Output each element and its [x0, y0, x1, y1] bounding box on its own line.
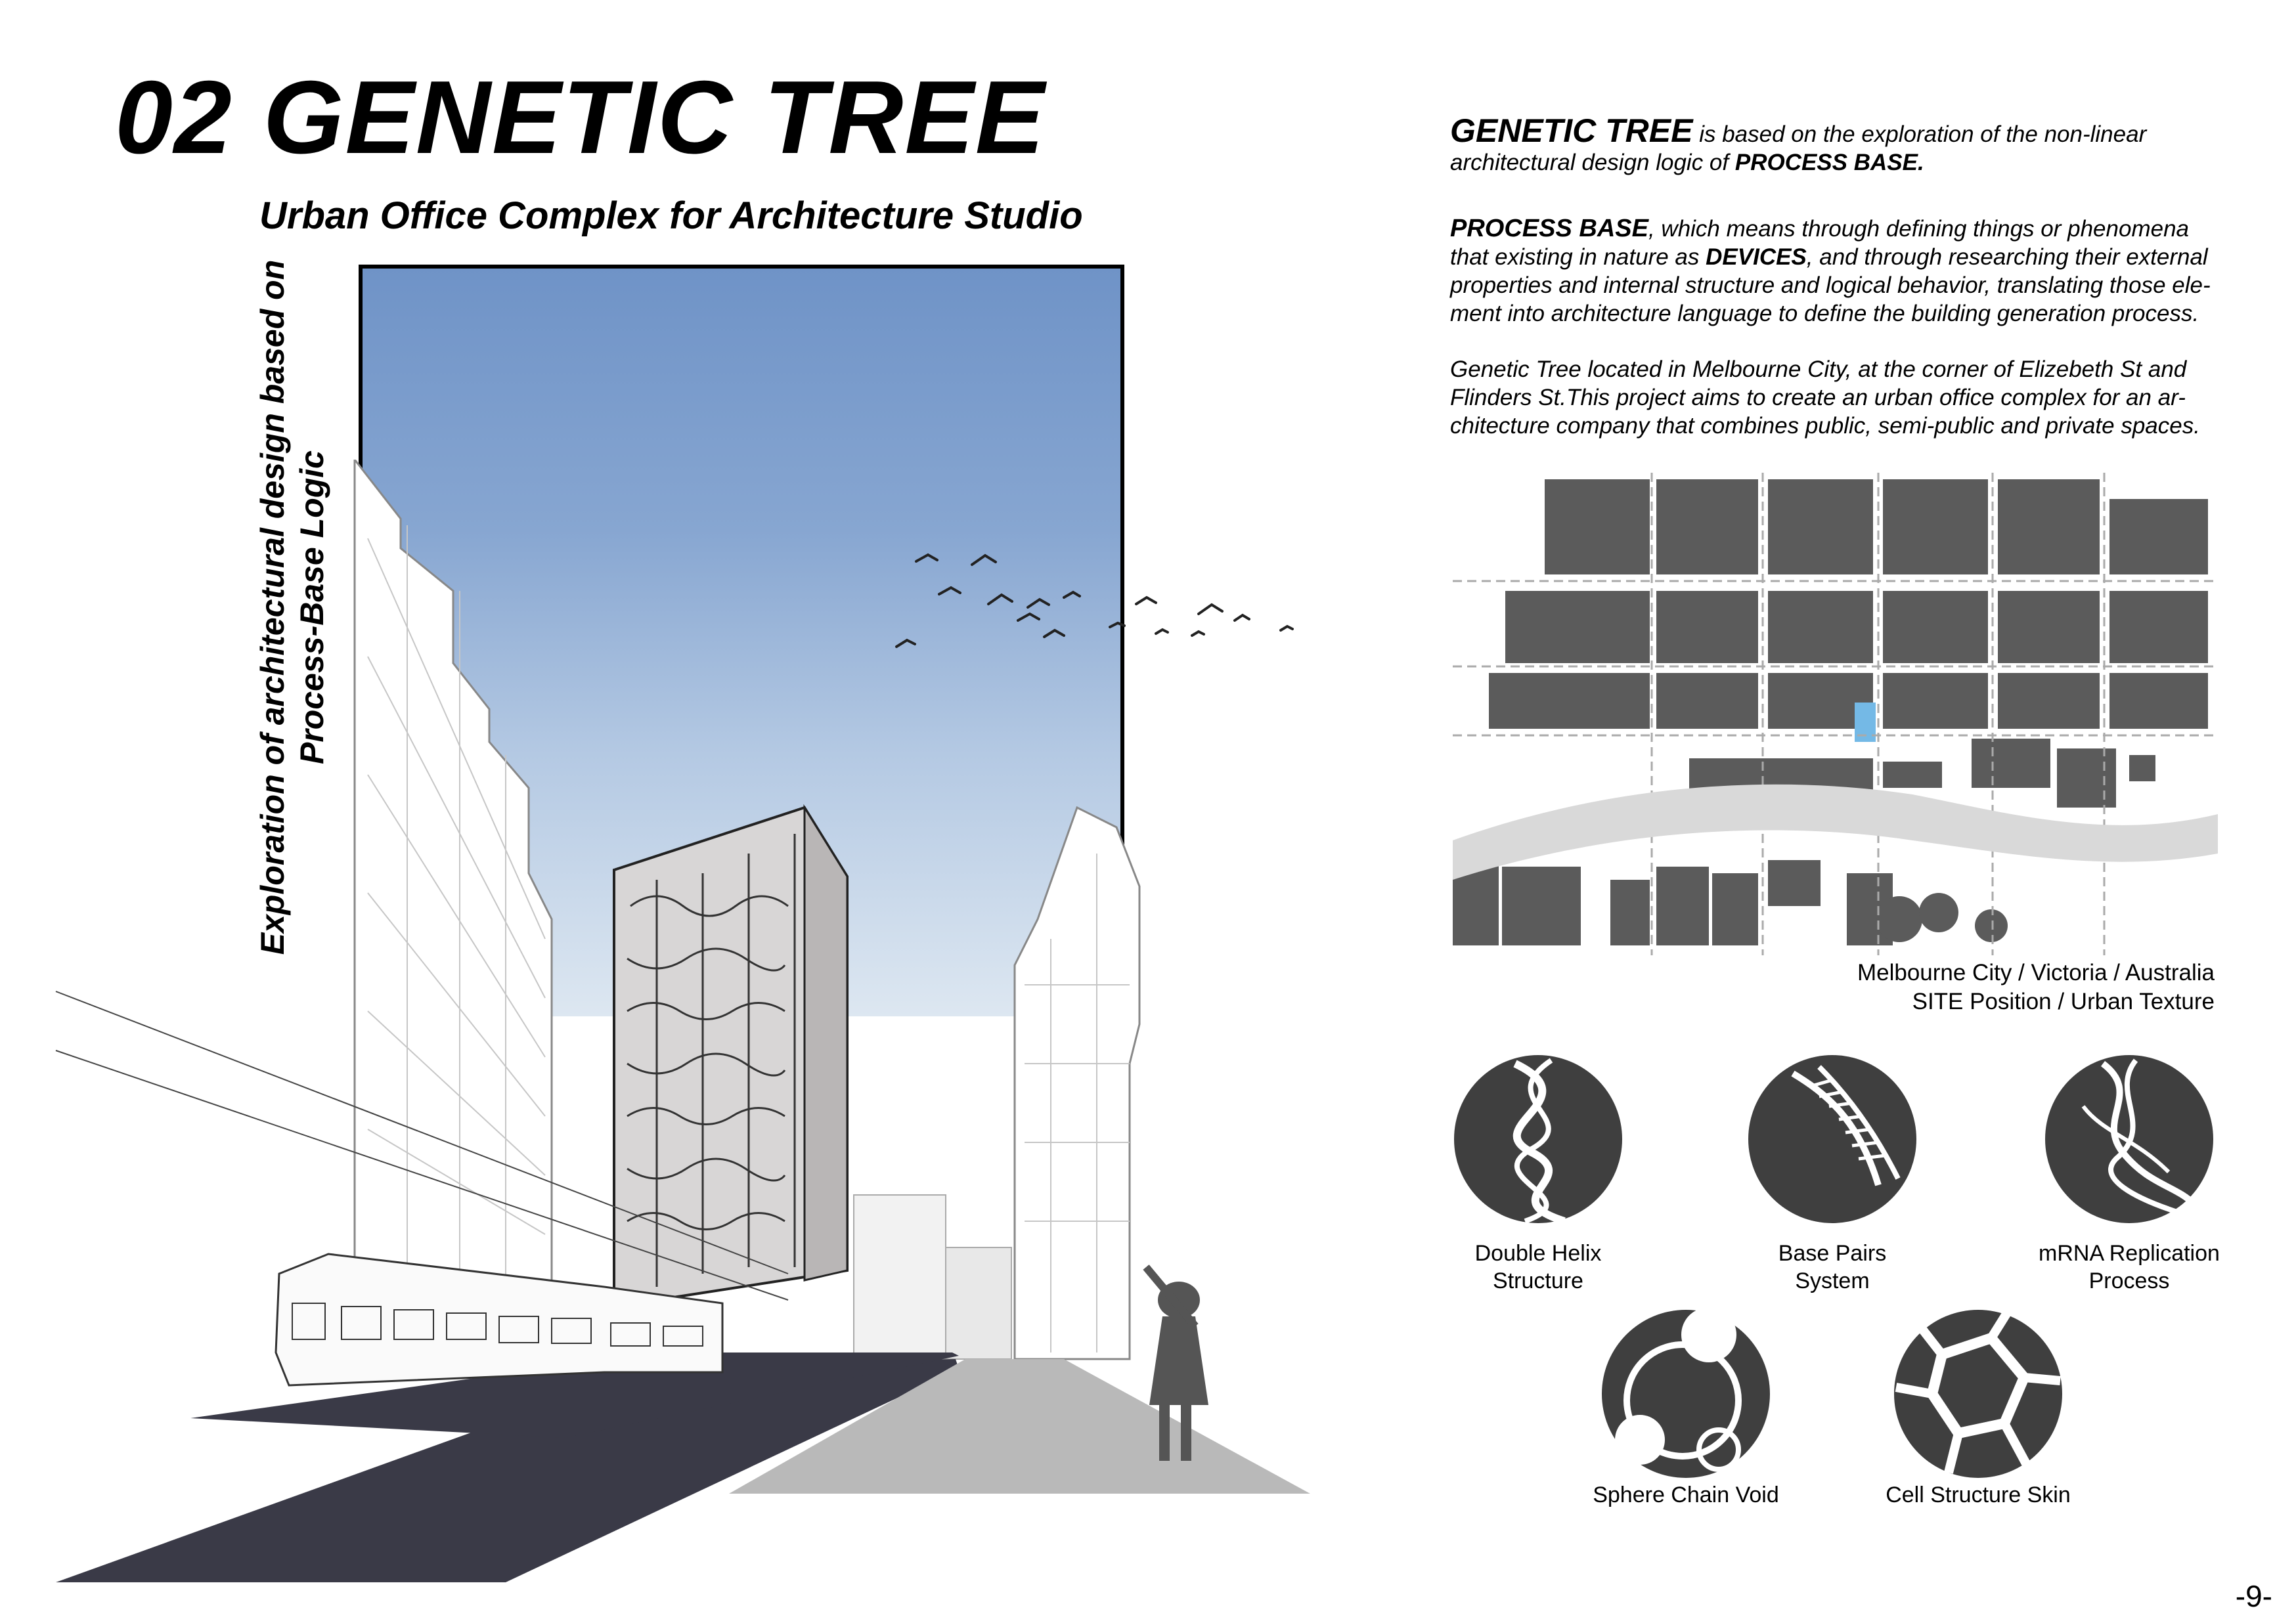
site-map: [1453, 473, 2218, 955]
map-caption: Melbourne City / Victoria / Australia SITE Position / Urban Texture: [1857, 960, 2215, 1014]
concept-caption-sphere-chain: Sphere Chain Void: [1593, 1482, 1779, 1507]
page-number: -9-: [2235, 1579, 2272, 1613]
concept-caption-cell-structure: Cell Structure Skin: [1886, 1482, 2071, 1507]
left-building: [355, 460, 552, 1379]
cell-structure-icon: [1893, 1309, 2064, 1479]
intro-paragraph-3: Genetic Tree located in Melbourne City, at the corner of Elizebeth St and Flinders St.This project aims to create an urban office complex for an ar- chitecture company that combines public, semi-public and private spaces.: [1450, 357, 2200, 439]
page-title: 02 GENETIC TREE: [115, 60, 1046, 175]
street-perspective-render: [53, 460, 1327, 1589]
mrna-replication-icon: [2044, 1054, 2215, 1224]
right-building: [1015, 808, 1139, 1359]
intro-paragraph-1: GENETIC TREE is based on the exploration of the non-linear architectural design logic of PROCESS BASE.: [1450, 112, 2147, 175]
page-subtitle: Urban Office Complex for Architecture Studio: [259, 194, 1083, 237]
concept-caption-mrna: mRNA Replication Process: [2039, 1241, 2220, 1293]
double-helix-icon: [1453, 1054, 1623, 1224]
vertical-caption-line2: Process-Base Logic: [294, 450, 330, 764]
concept-caption-double-helix: Double Helix Structure: [1474, 1241, 1602, 1293]
concept-caption-base-pairs: Base Pairs System: [1778, 1241, 1887, 1293]
far-building: [854, 1195, 946, 1359]
birds: [896, 555, 1292, 647]
vertical-caption-line1: Exploration of architectural design based on: [254, 259, 291, 955]
sphere-chain-icon: [1601, 1309, 1771, 1479]
intro-paragraph-2: PROCESS BASE, which means through defining things or phenomena that existing in nature as DEVICES, and through researching their external properties and internal structure and logical behavior, translating those ele- ment into architecture language to define the building generation process.: [1450, 215, 2211, 326]
far-tree-cluster: [946, 1247, 1011, 1359]
base-pairs-icon: [1747, 1054, 1918, 1224]
